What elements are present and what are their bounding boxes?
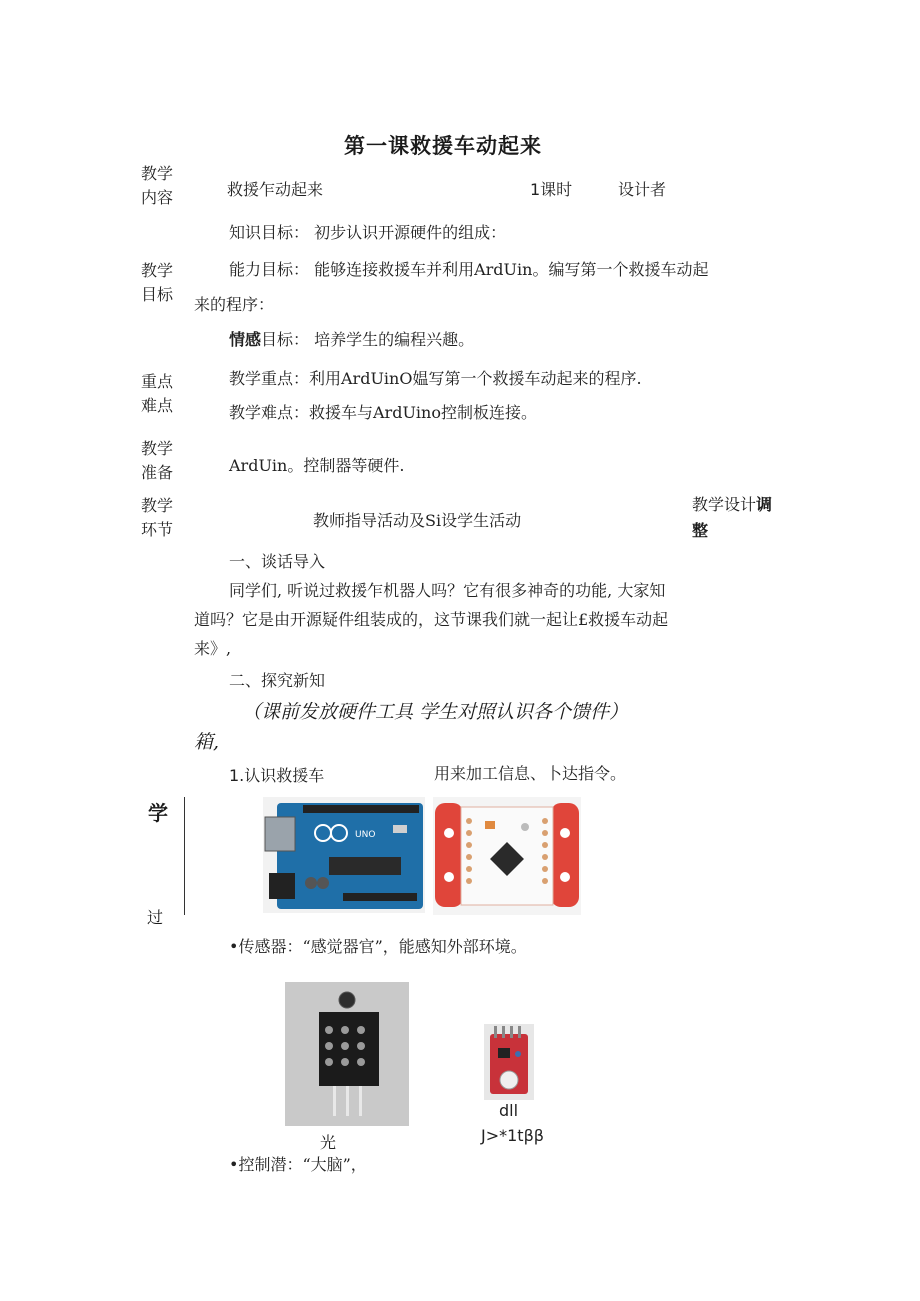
- board-left-bracket: [435, 803, 463, 907]
- svg-text:UNO: UNO: [355, 830, 376, 840]
- light-sensor-image: [285, 982, 409, 1126]
- caption-dll: dll: [499, 1101, 519, 1120]
- teaching-focus: 教学重点：利用ArdUinO媪写第一个救援车动起来的程序.: [229, 369, 642, 388]
- section1-para-line3: 来》,: [194, 639, 232, 658]
- prep-text: ArdUin。控制器等硬件.: [229, 456, 405, 475]
- emotion-objective: 情感目标： 培养学生的编程兴趣。: [229, 330, 475, 349]
- content-label: 教学 内容: [141, 164, 174, 207]
- side-label-top: 学: [148, 801, 168, 825]
- design-adjust-header: 教学设计调 整: [692, 495, 773, 540]
- process-label: 教学 环节: [141, 496, 174, 539]
- teaching-difficulty: 教学难点：救援车与ArdUino控制板连接。: [229, 403, 537, 422]
- controller-board-image: [433, 797, 581, 915]
- arduino-board-image: [263, 797, 425, 913]
- controller-description: •控制潜：“大脑”，: [229, 1155, 367, 1174]
- section2-note: （课前发放硬件工具 学生对照认识各个馈件）: [242, 701, 629, 723]
- section1-para-line1: 同学们, 听说过救援乍机器人吗？它有很多神奇的功能, 大家知: [229, 581, 666, 600]
- sensor-description: •传感器：“感觉器官”，能感知外部环境。: [229, 937, 527, 956]
- section2-note-cont: 箱,: [194, 731, 220, 753]
- section1-heading: 一、谈话导入: [229, 552, 326, 571]
- keypoints-label: 重点 难点: [141, 372, 174, 415]
- caption-light: 光: [320, 1133, 337, 1152]
- side-label-bottom: 过: [147, 908, 164, 927]
- designer-label: 设计者: [618, 180, 667, 199]
- objectives-label: 教学 目标: [141, 261, 174, 304]
- ability-objective-cont: 来的程序：: [194, 295, 275, 314]
- item1-title: 1.认识救援车: [229, 766, 325, 785]
- board-right-bracket: [551, 803, 579, 907]
- section1-para-line2: 道吗？它是由开源疑件组装成的，这节课我们就一起让£救援车动起: [194, 610, 669, 629]
- power-jack: [269, 873, 295, 899]
- page-title: 第一课救援车动起来: [344, 134, 542, 158]
- usb-port: [265, 817, 295, 851]
- lesson-topic: 救援乍动起来: [227, 180, 324, 199]
- atmega-chip: [329, 857, 401, 875]
- section2-heading: 二、探究新知: [229, 671, 326, 690]
- process-header: 教师指导活动及Si设学生活动: [313, 511, 522, 530]
- side-divider: [184, 797, 185, 915]
- caption-sound: J>*1tββ: [481, 1126, 544, 1145]
- knowledge-objective: 知识目标： 初步认识开源硬件的组成：: [229, 223, 507, 242]
- lesson-hours: 1课时: [530, 180, 573, 199]
- item1-description: 用来加工信息、卜达指令。: [434, 764, 627, 783]
- ability-objective: 能力目标： 能够连接救援车并利用ArdUin。编写第一个救援车动起: [229, 260, 709, 279]
- sound-sensor-image: [484, 1024, 534, 1100]
- prep-label: 教学 准备: [141, 439, 174, 482]
